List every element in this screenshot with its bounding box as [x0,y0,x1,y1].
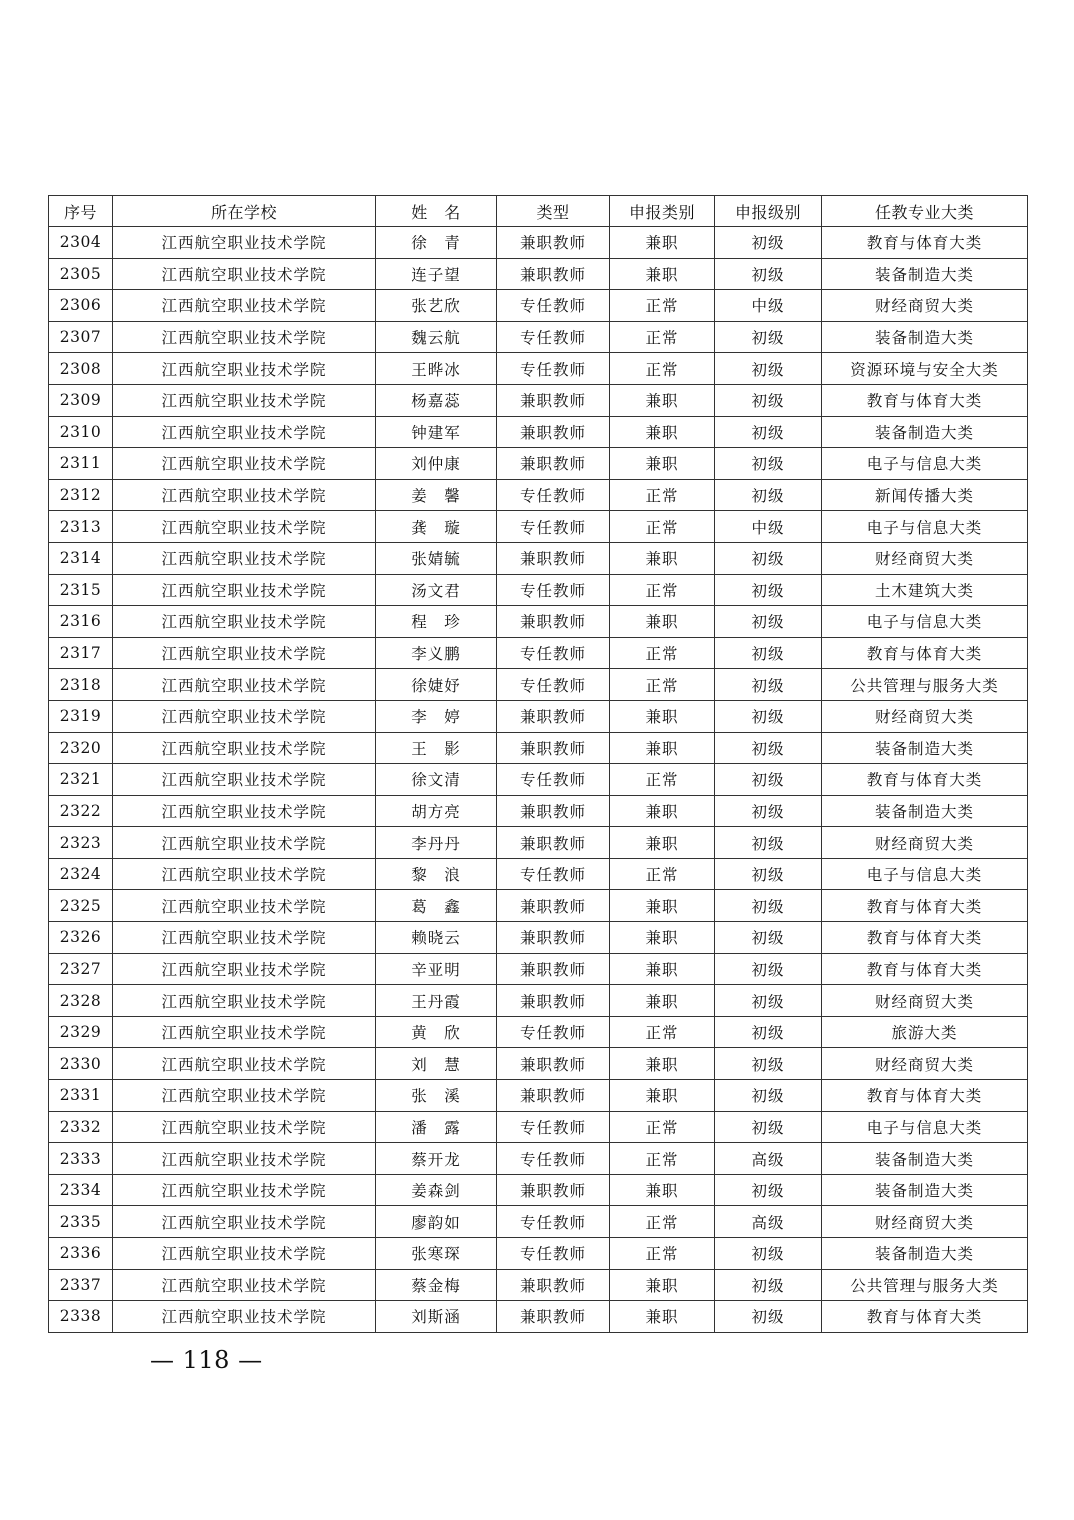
teaching-major-cell: 电子与信息大类 [822,606,1028,638]
table-row [49,227,1028,259]
application-level-cell: 初级 [715,1301,822,1333]
table-header-row [49,196,1028,227]
serial-number-cell: 2311 [49,448,113,480]
school-cell: 江西航空职业技术学院 [113,448,376,480]
serial-number-cell: 2304 [49,227,113,259]
name-cell: 徐婕妤 [376,669,497,701]
application-level-cell: 初级 [715,827,822,859]
name-cell: 辛亚明 [376,953,497,985]
school-cell: 江西航空职业技术学院 [113,384,376,416]
serial-number-cell: 2315 [49,574,113,606]
application-level-cell: 初级 [715,448,822,480]
type-cell: 专任教师 [497,290,610,322]
application-level-cell: 高级 [715,1143,822,1175]
application-category-cell: 兼职 [610,1080,715,1112]
application-level-cell: 高级 [715,1206,822,1238]
name-cell: 潘 露 [376,1111,497,1143]
serial-number-cell: 2309 [49,384,113,416]
name-cell: 刘 慧 [376,1048,497,1080]
type-cell: 兼职教师 [497,606,610,638]
application-category-cell: 正常 [610,574,715,606]
school-cell: 江西航空职业技术学院 [113,511,376,543]
table-row [49,1016,1028,1048]
name-cell: 姜森剑 [376,1174,497,1206]
table-row [49,922,1028,954]
name-cell: 李 婷 [376,700,497,732]
type-cell: 专任教师 [497,574,610,606]
table-row [49,700,1028,732]
serial-number-cell: 2319 [49,700,113,732]
teaching-major-cell: 装备制造大类 [822,258,1028,290]
school-cell: 江西航空职业技术学院 [113,574,376,606]
teaching-major-cell: 新闻传播大类 [822,479,1028,511]
application-level-cell: 初级 [715,732,822,764]
serial-number-cell: 2330 [49,1048,113,1080]
application-category-cell: 兼职 [610,953,715,985]
header-application-category: 申报类别 [610,196,715,227]
type-cell: 兼职教师 [497,922,610,954]
school-cell: 江西航空职业技术学院 [113,1206,376,1238]
table-row [49,637,1028,669]
school-cell: 江西航空职业技术学院 [113,922,376,954]
application-category-cell: 正常 [610,290,715,322]
school-cell: 江西航空职业技术学院 [113,353,376,385]
type-cell: 兼职教师 [497,890,610,922]
teaching-major-cell: 土木建筑大类 [822,574,1028,606]
teacher-list-table [48,195,1028,1333]
table-row [49,321,1028,353]
type-cell: 兼职教师 [497,1301,610,1333]
header-serial-number: 序号 [49,196,113,227]
application-category-cell: 正常 [610,353,715,385]
type-cell: 专任教师 [497,511,610,543]
application-level-cell: 初级 [715,574,822,606]
type-cell: 专任教师 [497,1143,610,1175]
application-category-cell: 兼职 [610,448,715,480]
school-cell: 江西航空职业技术学院 [113,700,376,732]
application-category-cell: 兼职 [610,1048,715,1080]
header-teaching-major: 任教专业大类 [822,196,1028,227]
application-level-cell: 初级 [715,890,822,922]
application-category-cell: 兼职 [610,227,715,259]
application-level-cell: 初级 [715,1269,822,1301]
school-cell: 江西航空职业技术学院 [113,669,376,701]
application-level-cell: 初级 [715,764,822,796]
application-level-cell: 初级 [715,637,822,669]
application-level-cell: 初级 [715,1111,822,1143]
teaching-major-cell: 财经商贸大类 [822,1206,1028,1238]
school-cell: 江西航空职业技术学院 [113,1016,376,1048]
header-application-level: 申报级别 [715,196,822,227]
application-category-cell: 正常 [610,764,715,796]
table-row [49,1080,1028,1112]
name-cell: 黎 浪 [376,858,497,890]
name-cell: 张婧毓 [376,542,497,574]
application-level-cell: 初级 [715,1080,822,1112]
serial-number-cell: 2328 [49,985,113,1017]
type-cell: 兼职教师 [497,700,610,732]
table-row [49,1174,1028,1206]
application-level-cell: 初级 [715,1048,822,1080]
application-category-cell: 兼职 [610,1174,715,1206]
type-cell: 兼职教师 [497,384,610,416]
table-row [49,416,1028,448]
school-cell: 江西航空职业技术学院 [113,1111,376,1143]
serial-number-cell: 2308 [49,353,113,385]
name-cell: 汤文君 [376,574,497,606]
teaching-major-cell: 电子与信息大类 [822,1111,1028,1143]
application-category-cell: 兼职 [610,700,715,732]
application-level-cell: 初级 [715,258,822,290]
type-cell: 专任教师 [497,669,610,701]
school-cell: 江西航空职业技术学院 [113,606,376,638]
serial-number-cell: 2314 [49,542,113,574]
application-category-cell: 兼职 [610,606,715,638]
teaching-major-cell: 教育与体育大类 [822,1301,1028,1333]
school-cell: 江西航空职业技术学院 [113,827,376,859]
header-type: 类型 [497,196,610,227]
application-category-cell: 兼职 [610,1301,715,1333]
header-name: 姓 名 [376,196,497,227]
serial-number-cell: 2318 [49,669,113,701]
type-cell: 兼职教师 [497,227,610,259]
serial-number-cell: 2327 [49,953,113,985]
serial-number-cell: 2316 [49,606,113,638]
teaching-major-cell: 公共管理与服务大类 [822,669,1028,701]
name-cell: 龚 璇 [376,511,497,543]
teaching-major-cell: 教育与体育大类 [822,890,1028,922]
application-level-cell: 初级 [715,353,822,385]
school-cell: 江西航空职业技术学院 [113,479,376,511]
application-category-cell: 正常 [610,1238,715,1270]
name-cell: 魏云航 [376,321,497,353]
type-cell: 兼职教师 [497,416,610,448]
application-category-cell: 正常 [610,1206,715,1238]
table-row [49,1206,1028,1238]
type-cell: 兼职教师 [497,827,610,859]
school-cell: 江西航空职业技术学院 [113,542,376,574]
type-cell: 兼职教师 [497,1080,610,1112]
type-cell: 专任教师 [497,321,610,353]
school-cell: 江西航空职业技术学院 [113,985,376,1017]
teaching-major-cell: 财经商贸大类 [822,985,1028,1017]
teaching-major-cell: 电子与信息大类 [822,448,1028,480]
application-level-cell: 初级 [715,700,822,732]
table-row [49,1301,1028,1333]
application-category-cell: 兼职 [610,384,715,416]
teaching-major-cell: 教育与体育大类 [822,637,1028,669]
school-cell: 江西航空职业技术学院 [113,1238,376,1270]
teaching-major-cell: 教育与体育大类 [822,953,1028,985]
name-cell: 王晔冰 [376,353,497,385]
name-cell: 蔡金梅 [376,1269,497,1301]
table-row [49,764,1028,796]
type-cell: 专任教师 [497,764,610,796]
name-cell: 赖晓云 [376,922,497,954]
school-cell: 江西航空职业技术学院 [113,858,376,890]
application-category-cell: 正常 [610,669,715,701]
name-cell: 徐文清 [376,764,497,796]
type-cell: 专任教师 [497,858,610,890]
application-level-cell: 初级 [715,321,822,353]
teaching-major-cell: 财经商贸大类 [822,700,1028,732]
school-cell: 江西航空职业技术学院 [113,795,376,827]
teaching-major-cell: 装备制造大类 [822,732,1028,764]
application-category-cell: 正常 [610,1016,715,1048]
serial-number-cell: 2321 [49,764,113,796]
serial-number-cell: 2325 [49,890,113,922]
application-level-cell: 初级 [715,985,822,1017]
application-level-cell: 初级 [715,1174,822,1206]
application-level-cell: 初级 [715,922,822,954]
teaching-major-cell: 装备制造大类 [822,1174,1028,1206]
table-row [49,669,1028,701]
school-cell: 江西航空职业技术学院 [113,1174,376,1206]
school-cell: 江西航空职业技术学院 [113,321,376,353]
table-row [49,542,1028,574]
teaching-major-cell: 财经商贸大类 [822,542,1028,574]
application-category-cell: 兼职 [610,827,715,859]
table-row [49,1238,1028,1270]
serial-number-cell: 2323 [49,827,113,859]
serial-number-cell: 2331 [49,1080,113,1112]
table-row [49,353,1028,385]
teaching-major-cell: 装备制造大类 [822,321,1028,353]
teaching-major-cell: 旅游大类 [822,1016,1028,1048]
name-cell: 葛 鑫 [376,890,497,922]
teaching-major-cell: 教育与体育大类 [822,764,1028,796]
serial-number-cell: 2324 [49,858,113,890]
application-level-cell: 初级 [715,606,822,638]
school-cell: 江西航空职业技术学院 [113,227,376,259]
school-cell: 江西航空职业技术学院 [113,1269,376,1301]
name-cell: 李义鹏 [376,637,497,669]
type-cell: 兼职教师 [497,448,610,480]
application-category-cell: 正常 [610,1143,715,1175]
teaching-major-cell: 电子与信息大类 [822,858,1028,890]
serial-number-cell: 2317 [49,637,113,669]
school-cell: 江西航空职业技术学院 [113,290,376,322]
school-cell: 江西航空职业技术学院 [113,637,376,669]
application-category-cell: 兼职 [610,732,715,764]
teaching-major-cell: 教育与体育大类 [822,227,1028,259]
name-cell: 王丹霞 [376,985,497,1017]
table-row [49,384,1028,416]
teaching-major-cell: 电子与信息大类 [822,511,1028,543]
type-cell: 兼职教师 [497,542,610,574]
type-cell: 兼职教师 [497,985,610,1017]
school-cell: 江西航空职业技术学院 [113,890,376,922]
type-cell: 专任教师 [497,1206,610,1238]
name-cell: 李丹丹 [376,827,497,859]
name-cell: 蔡开龙 [376,1143,497,1175]
type-cell: 兼职教师 [497,1269,610,1301]
application-category-cell: 兼职 [610,922,715,954]
serial-number-cell: 2338 [49,1301,113,1333]
application-category-cell: 兼职 [610,890,715,922]
teacher-list-table-container [48,195,1027,1333]
application-level-cell: 初级 [715,227,822,259]
application-category-cell: 兼职 [610,985,715,1017]
school-cell: 江西航空职业技术学院 [113,1048,376,1080]
name-cell: 黄 欣 [376,1016,497,1048]
application-category-cell: 兼职 [610,795,715,827]
serial-number-cell: 2332 [49,1111,113,1143]
teaching-major-cell: 装备制造大类 [822,795,1028,827]
table-row [49,890,1028,922]
header-school: 所在学校 [113,196,376,227]
name-cell: 刘斯涵 [376,1301,497,1333]
table-body [49,227,1028,1333]
serial-number-cell: 2312 [49,479,113,511]
name-cell: 刘仲康 [376,448,497,480]
table-row [49,574,1028,606]
application-level-cell: 中级 [715,511,822,543]
serial-number-cell: 2334 [49,1174,113,1206]
table-row [49,448,1028,480]
application-category-cell: 正常 [610,511,715,543]
table-row [49,1269,1028,1301]
teaching-major-cell: 教育与体育大类 [822,922,1028,954]
application-category-cell: 正常 [610,1111,715,1143]
teaching-major-cell: 装备制造大类 [822,1238,1028,1270]
type-cell: 兼职教师 [497,953,610,985]
school-cell: 江西航空职业技术学院 [113,416,376,448]
table-row [49,732,1028,764]
name-cell: 程 珍 [376,606,497,638]
teaching-major-cell: 教育与体育大类 [822,384,1028,416]
name-cell: 廖韵如 [376,1206,497,1238]
serial-number-cell: 2306 [49,290,113,322]
name-cell: 钟建军 [376,416,497,448]
teaching-major-cell: 财经商贸大类 [822,1048,1028,1080]
application-category-cell: 兼职 [610,416,715,448]
type-cell: 兼职教师 [497,1048,610,1080]
teaching-major-cell: 财经商贸大类 [822,827,1028,859]
type-cell: 兼职教师 [497,732,610,764]
serial-number-cell: 2320 [49,732,113,764]
name-cell: 张艺欣 [376,290,497,322]
application-level-cell: 初级 [715,416,822,448]
serial-number-cell: 2336 [49,1238,113,1270]
school-cell: 江西航空职业技术学院 [113,258,376,290]
application-level-cell: 初级 [715,542,822,574]
application-category-cell: 正常 [610,637,715,669]
table-row [49,258,1028,290]
serial-number-cell: 2335 [49,1206,113,1238]
name-cell: 姜 馨 [376,479,497,511]
teaching-major-cell: 资源环境与安全大类 [822,353,1028,385]
table-row [49,795,1028,827]
application-category-cell: 正常 [610,858,715,890]
type-cell: 专任教师 [497,1016,610,1048]
table-row [49,1111,1028,1143]
application-category-cell: 兼职 [610,258,715,290]
name-cell: 张 溪 [376,1080,497,1112]
type-cell: 专任教师 [497,637,610,669]
serial-number-cell: 2313 [49,511,113,543]
teaching-major-cell: 公共管理与服务大类 [822,1269,1028,1301]
name-cell: 杨嘉蕊 [376,384,497,416]
type-cell: 专任教师 [497,479,610,511]
type-cell: 兼职教师 [497,258,610,290]
teaching-major-cell: 装备制造大类 [822,1143,1028,1175]
table-row [49,511,1028,543]
table-row [49,827,1028,859]
type-cell: 专任教师 [497,1238,610,1270]
application-level-cell: 中级 [715,290,822,322]
school-cell: 江西航空职业技术学院 [113,1143,376,1175]
table-row [49,479,1028,511]
application-category-cell: 兼职 [610,542,715,574]
serial-number-cell: 2307 [49,321,113,353]
name-cell: 连子望 [376,258,497,290]
table-row [49,606,1028,638]
table-row [49,1143,1028,1175]
table-row [49,1048,1028,1080]
school-cell: 江西航空职业技术学院 [113,953,376,985]
application-level-cell: 初级 [715,669,822,701]
table-row [49,953,1028,985]
type-cell: 专任教师 [497,1111,610,1143]
serial-number-cell: 2322 [49,795,113,827]
teaching-major-cell: 教育与体育大类 [822,1080,1028,1112]
application-level-cell: 初级 [715,795,822,827]
serial-number-cell: 2305 [49,258,113,290]
name-cell: 徐 青 [376,227,497,259]
serial-number-cell: 2326 [49,922,113,954]
type-cell: 兼职教师 [497,1174,610,1206]
serial-number-cell: 2333 [49,1143,113,1175]
table-row [49,858,1028,890]
application-level-cell: 初级 [715,1016,822,1048]
table-row [49,290,1028,322]
application-category-cell: 兼职 [610,1269,715,1301]
application-level-cell: 初级 [715,953,822,985]
name-cell: 胡方亮 [376,795,497,827]
type-cell: 兼职教师 [497,795,610,827]
serial-number-cell: 2337 [49,1269,113,1301]
application-category-cell: 正常 [610,479,715,511]
serial-number-cell: 2329 [49,1016,113,1048]
name-cell: 王 影 [376,732,497,764]
serial-number-cell: 2310 [49,416,113,448]
school-cell: 江西航空职业技术学院 [113,1301,376,1333]
school-cell: 江西航空职业技术学院 [113,732,376,764]
table-row [49,985,1028,1017]
application-level-cell: 初级 [715,858,822,890]
page-number: — 118 — [150,1346,263,1374]
type-cell: 专任教师 [497,353,610,385]
application-category-cell: 正常 [610,321,715,353]
school-cell: 江西航空职业技术学院 [113,764,376,796]
teaching-major-cell: 财经商贸大类 [822,290,1028,322]
teaching-major-cell: 装备制造大类 [822,416,1028,448]
name-cell: 张寒琛 [376,1238,497,1270]
application-level-cell: 初级 [715,1238,822,1270]
application-level-cell: 初级 [715,384,822,416]
application-level-cell: 初级 [715,479,822,511]
school-cell: 江西航空职业技术学院 [113,1080,376,1112]
